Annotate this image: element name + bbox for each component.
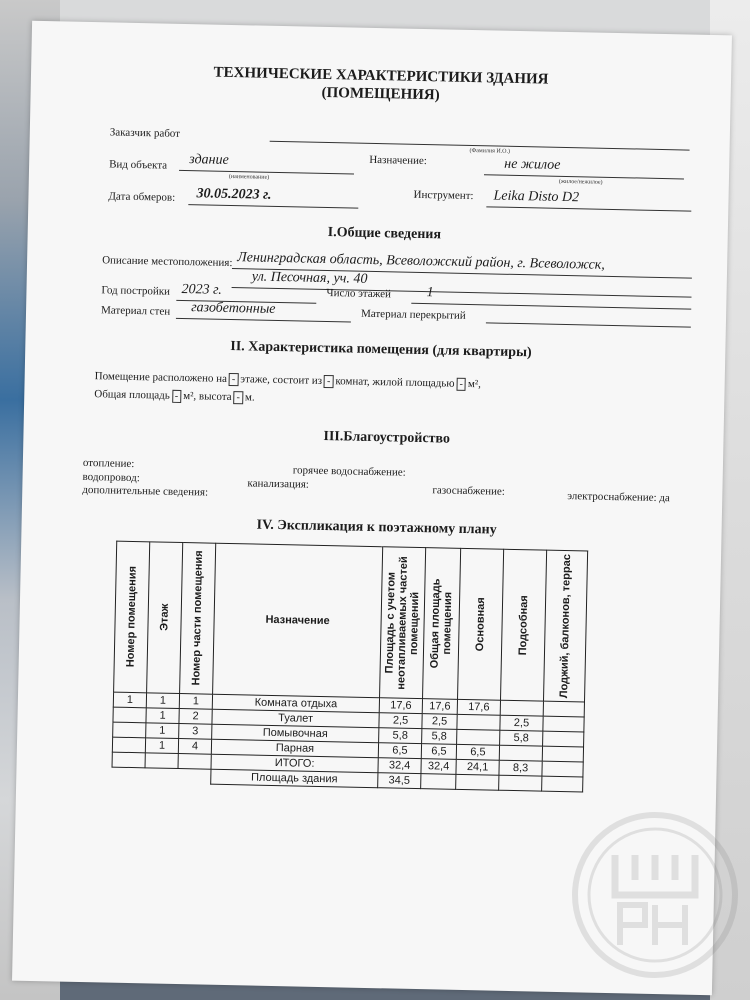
- table-header-row: [114, 541, 588, 702]
- walls-label: Материал стен: [100, 304, 171, 318]
- year-label: Год постройки: [101, 284, 171, 298]
- cell-floor: 1: [145, 738, 178, 754]
- cell-part: 3: [179, 724, 212, 740]
- hot-water-label: горячее водоснабжение:: [292, 464, 406, 479]
- cell-area-total: [421, 774, 456, 790]
- col-main: Основная: [458, 548, 504, 700]
- s2-text5: Общая площадь: [94, 388, 170, 402]
- cell-main: 6,5: [456, 744, 499, 760]
- cell-area-all: 32,4: [378, 758, 421, 774]
- floors-label: Число этажей: [326, 287, 392, 301]
- cell-room: [113, 722, 146, 738]
- cell-part: 1: [179, 694, 212, 710]
- cell-area-all: 2,5: [379, 713, 422, 729]
- water-label: водопровод:: [82, 470, 140, 485]
- instrument-value: Leika Disto D2: [493, 188, 580, 206]
- s2-text2: этаже, состоит из: [240, 373, 323, 387]
- purpose-value: не жилое: [504, 156, 561, 173]
- cell-area-total: 17,6: [422, 699, 457, 715]
- cell-aux: 8,3: [499, 760, 542, 776]
- location-label: Описание местоположения:: [102, 254, 233, 270]
- cell-main: [457, 729, 500, 745]
- heating-label: отопление:: [82, 456, 135, 471]
- cell-floor: 1: [146, 708, 179, 724]
- cell-loggia: [543, 701, 584, 717]
- s2-text7: м.: [244, 391, 255, 404]
- sewer-label: канализация:: [247, 477, 310, 491]
- cell-floor: 1: [146, 723, 179, 739]
- col-area-total: Общая площадь помещения: [423, 548, 461, 700]
- cell-area-total: 2,5: [422, 714, 457, 730]
- location-underline2: [232, 287, 692, 301]
- customer-hint: (Фамилия И.О.): [469, 147, 511, 155]
- section3-title: III.Благоустройство: [323, 428, 451, 447]
- cell-part: 4: [178, 739, 211, 755]
- col-aux: Подсобная: [501, 549, 547, 701]
- s2-total-box: -: [172, 390, 182, 403]
- cell-floor: [145, 753, 178, 769]
- section2-title: II. Характеристика помещения (для квартиры): [230, 338, 532, 361]
- cell-part: [178, 753, 211, 769]
- date-label: Дата обмеров:: [108, 190, 176, 204]
- ceiling-line: [486, 322, 691, 327]
- cell-main: [457, 714, 500, 730]
- s2-text6: м², высота: [183, 390, 232, 404]
- doc-title-line2: (ПОМЕЩЕНИЯ): [321, 84, 440, 104]
- purpose-label: Назначение:: [369, 153, 428, 168]
- cell-area-total: 6,5: [421, 744, 456, 760]
- floors-line: [411, 303, 691, 310]
- rfn-seal-icon: [570, 810, 740, 980]
- s2-living-box: -: [456, 378, 466, 391]
- s2-text4: м²,: [467, 377, 482, 391]
- purpose-hint: (жилое/нежилое): [558, 178, 603, 186]
- col-area-all: Площадь с учетом неотапливаемых частей помещений: [380, 547, 426, 699]
- s2-rooms-box: -: [324, 375, 334, 388]
- cell-loggia: [542, 761, 583, 777]
- cell-loggia: [543, 731, 584, 747]
- section4-title: IV. Экспликация к поэтажному плану: [256, 517, 497, 538]
- walls-line: [176, 318, 351, 323]
- cell-empty: [145, 768, 178, 784]
- instrument-label: Инструмент:: [413, 188, 474, 203]
- cell-area-all: 6,5: [378, 743, 421, 759]
- cell-name: Туалет: [212, 709, 379, 727]
- cell-floor: 1: [146, 693, 179, 709]
- cell-loggia: [542, 776, 583, 792]
- cell-empty: [112, 767, 145, 783]
- date-line: [188, 204, 358, 209]
- instrument-line: [486, 206, 691, 211]
- year-value: 2023 г.: [181, 281, 222, 298]
- object-type-label: Вид объекта: [109, 158, 168, 172]
- cell-area-all: 17,6: [379, 698, 422, 714]
- cell-loggia: [543, 716, 584, 732]
- cell-aux: [499, 745, 542, 761]
- cell-room: [112, 737, 145, 753]
- cell-main: [456, 774, 499, 790]
- section2-line2: [94, 388, 255, 404]
- s2-text3: комнат, жилой площадью: [335, 375, 455, 390]
- cell-aux: [499, 775, 542, 791]
- gas-label: газоснабжение:: [432, 484, 505, 498]
- col-part: Номер части помещения: [180, 543, 216, 695]
- section1-title: I.Общие сведения: [327, 225, 442, 243]
- location-line2: ул. Песочная, уч. 40: [251, 269, 368, 287]
- date-value: 30.05.2023 г.: [196, 186, 272, 203]
- cell-area-total: 5,8: [422, 729, 457, 745]
- cell-empty: [178, 768, 211, 784]
- col-name: Назначение: [213, 543, 383, 697]
- ceiling-label: Материал перекрытий: [360, 307, 466, 322]
- extra-label: дополнительные сведения:: [82, 483, 209, 499]
- customer-label: Заказчик работ: [109, 126, 181, 140]
- col-loggia: Лоджий, балконов, террас: [543, 550, 587, 702]
- cell-area-all: 34,5: [378, 773, 421, 789]
- doc-title-line1: ТЕХНИЧЕСКИЕ ХАРАКТЕРИСТИКИ ЗДАНИЯ: [213, 64, 549, 88]
- cell-aux: 2,5: [500, 715, 543, 731]
- s2-text1: Помещение расположено на: [94, 370, 228, 385]
- cell-aux: 5,8: [500, 730, 543, 746]
- cell-main: 17,6: [457, 699, 500, 715]
- cell-room: [112, 752, 145, 768]
- section2-line1: [95, 370, 482, 391]
- object-type-hint: (наименование): [228, 173, 270, 181]
- cell-room: 1: [113, 692, 146, 708]
- s2-floor-box: -: [229, 373, 239, 386]
- col-room: Номер помещения: [114, 541, 150, 693]
- cell-loggia: [542, 746, 583, 762]
- col-floor: Этаж: [147, 542, 183, 694]
- cell-name: Парная: [211, 739, 378, 757]
- cell-name: Площадь здания: [211, 769, 378, 787]
- object-type-value: здание: [189, 152, 229, 168]
- explication-table: [111, 541, 588, 793]
- electricity-label: электроснабжение: да: [567, 490, 670, 505]
- cell-main: 24,1: [456, 759, 499, 775]
- cell-aux: [500, 700, 543, 716]
- floors-value: 1: [426, 285, 434, 301]
- cell-name: Помывочная: [212, 724, 379, 742]
- cell-area-all: 5,8: [379, 728, 422, 744]
- cell-room: [113, 707, 146, 723]
- cell-name: ИТОГО:: [211, 754, 378, 772]
- cell-part: 2: [179, 709, 212, 725]
- walls-value: газобетонные: [190, 300, 276, 317]
- s2-height-box: -: [233, 391, 243, 404]
- location-line1: Ленинградская область, Всеволожский район, г. Всеволожск,: [237, 250, 605, 273]
- cell-area-total: 32,4: [421, 759, 456, 775]
- cell-name: Комната отдыха: [212, 694, 379, 712]
